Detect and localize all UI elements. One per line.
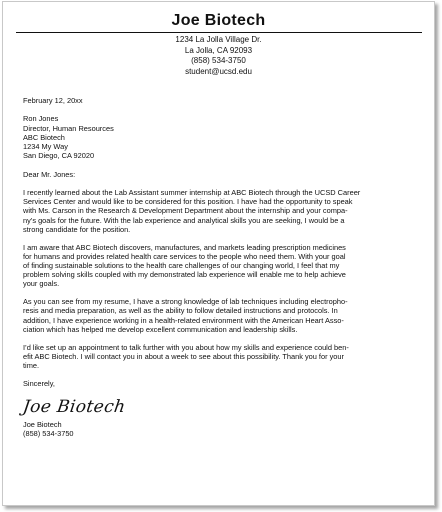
letter-page — [2, 1, 435, 506]
paragraph-3 — [23, 297, 418, 334]
letterhead — [3, 12, 434, 77]
paragraph-line: Services Center and would like to be considered for this position. I have had the opportunity to speak — [23, 197, 353, 207]
paragraph-line: ciation which has helped me develop excellent communication and leadership skills. — [23, 324, 298, 334]
salutation-block — [23, 170, 418, 179]
paragraph-4 — [23, 343, 418, 371]
letterhead-phone: (858) 534-3750 — [191, 56, 246, 66]
closing: Sincerely, — [23, 378, 55, 388]
paragraph-1 — [23, 188, 418, 234]
signer-block — [23, 420, 418, 438]
paragraph-line: with Ms. Carson in the Research & Development Department about the internship and your compa- — [23, 206, 348, 216]
signer-phone: (858) 534-3750 — [23, 429, 74, 439]
letterhead-address-line-2: La Jolla, CA 92093 — [184, 45, 253, 55]
paragraph-line: of finding sustainable solutions to the health care challenges of our changing world, I feel that my — [23, 261, 340, 270]
letterhead-email: student@ucsd.edu — [185, 66, 252, 76]
paragraph-line: As you can see from my resume, I have a strong knowledge of lab techniques including electropho- — [23, 297, 348, 307]
letter-date-block — [23, 96, 418, 105]
paragraph-line: I’d like set up an appointment to talk further with you about how my skills and experience could ben- — [23, 342, 349, 352]
recipient-company: ABC Biotech — [23, 132, 65, 142]
salutation: Dear Mr. Jones: — [23, 169, 76, 179]
letter-body — [23, 96, 418, 439]
handwritten-signature: Joe Biotech — [21, 397, 127, 418]
signer-name: Joe Biotech — [23, 420, 62, 430]
paragraph-line: problem solving skills coupled with my demonstrated lab experience will enable me to help achieve — [23, 270, 346, 280]
letterhead-name: Joe Biotech — [171, 12, 266, 29]
recipient-street: 1234 My Way — [23, 142, 68, 151]
letterhead-divider — [16, 32, 422, 33]
paragraph-2 — [23, 243, 418, 289]
paragraph-line: your goals. — [23, 279, 60, 289]
recipient-address — [23, 114, 418, 160]
paragraph-line: for humans and provides related health care services to the people who need them. With your goal — [23, 251, 346, 261]
paragraph-line: time. — [23, 361, 40, 371]
letterhead-contact — [3, 35, 434, 77]
paragraph-line: I recently learned about the Lab Assistant summer internship at ABC Biotech through the UCSD Career — [23, 187, 361, 197]
paragraph-line: ny’s goals for the future. With the lab experience and analytical skills you are seeking, I would be a — [23, 215, 345, 225]
paragraph-line: efit ABC Biotech. I will contact you in about a week to see about this possibility. Thank you for your — [23, 351, 344, 361]
letter-date: February 12, 20xx — [23, 96, 83, 105]
paragraph-line: resis and media preparation, as well as the ability to follow detailed instructions and protocols. In — [23, 306, 338, 316]
paragraph-line: addition, I have experience working in a health-related environment with the American Heart Asso- — [23, 315, 344, 325]
paragraph-line: strong candidate for the position. — [23, 224, 131, 234]
recipient-name: Ron Jones — [23, 114, 59, 124]
recipient-title: Director, Human Resources — [23, 123, 114, 133]
letterhead-address-line-1: 1234 La Jolla Village Dr. — [175, 35, 262, 44]
closing-block — [23, 379, 418, 388]
paragraph-line: I am aware that ABC Biotech discovers, manufactures, and markets leading prescription medicines — [23, 242, 346, 252]
recipient-city: San Diego, CA 92020 — [23, 151, 95, 161]
